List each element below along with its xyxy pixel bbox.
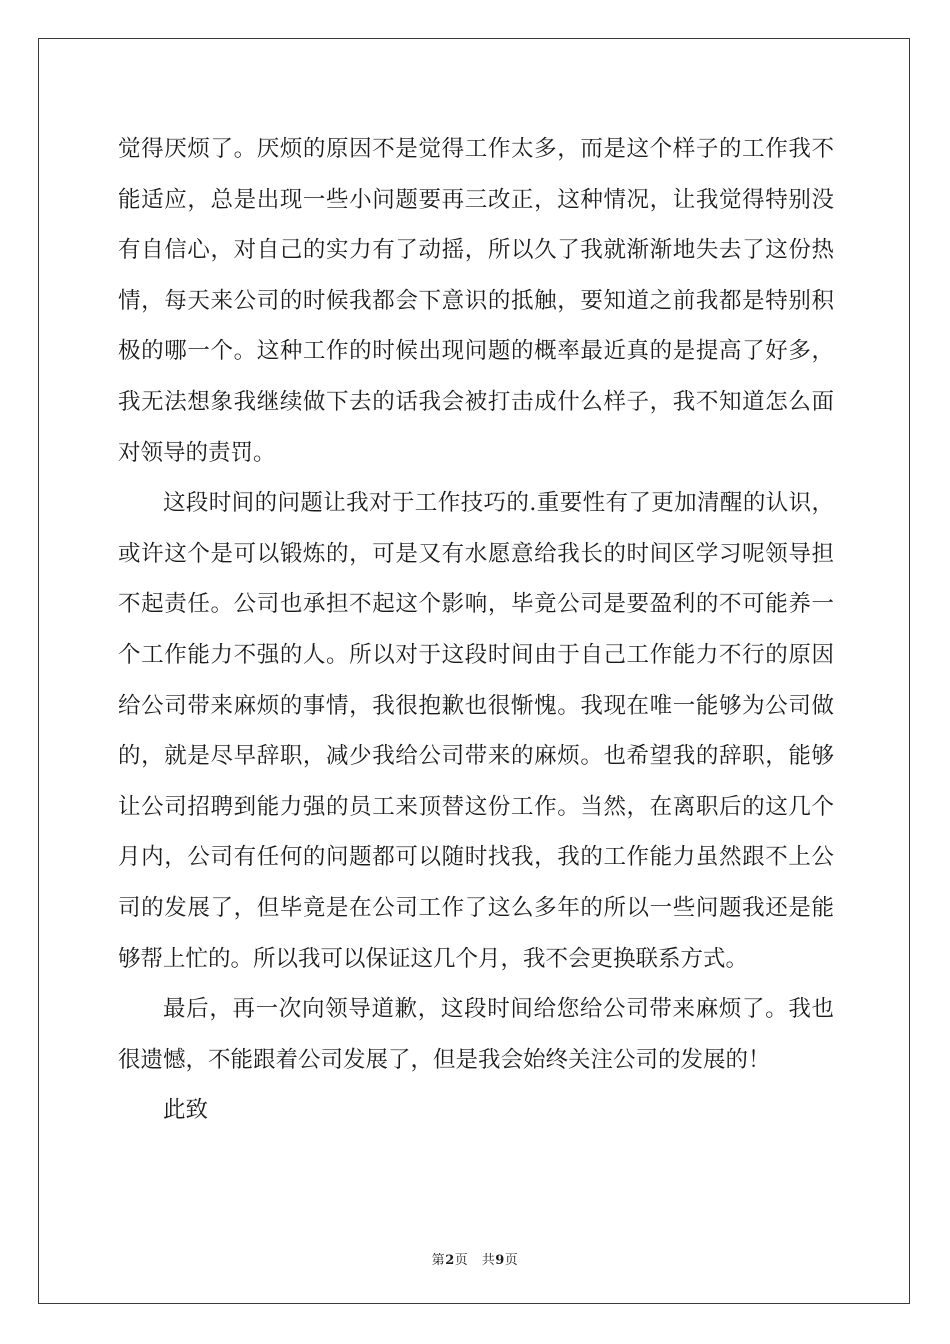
document-body	[118, 124, 834, 1136]
page-suffix: 页	[504, 1253, 519, 1268]
closing-salutation: 此致	[163, 1097, 209, 1124]
page-prefix: 第	[431, 1253, 446, 1268]
paragraph-skills: 这段时间的问题让我对于工作技巧的.重要性有了更加清醒的认识，或许这个是可以锻炼的，可是又有水愿意给我长的时间区学习呢领导担不起责任。公司也承担不起这个影响，毕竟公司是要盈利的不可能养一个工作能力不强的人。所以对于这段时间由于自己工作能力不行的原因给公司带来麻烦的事情，我很抱歉也很惭愧。我现在唯一能够为公司做的，就是尽早辞职，减少我给公司带来的麻烦。也希望我的辞职，能够让公司招聘到能力强的员工来顶替这份工作。当然，在离职后的这几个月内，公司有任何的问题都可以随时找我，我的工作能力虽然跟不上公司的发展了，但毕竟是在公司工作了这么多年的所以一些问题我还是能够帮上忙的。所以我可以保证这几个月，我不会更换联系方式。	[118, 490, 834, 972]
page-number-footer	[0, 1249, 950, 1268]
total-page-number: 9	[495, 1253, 505, 1268]
paragraph-continued: 觉得厌烦了。厌烦的原因不是觉得工作太多，而是这个样子的工作我不能适应，总是出现一些小问题要再三改正，这种情况，让我觉得特别没有自信心，对自己的实力有了动摇，所以久了我就渐渐地失去了这份热情，每天来公司的时候我都会下意识的抵触，要知道之前我都是特别积极的哪一个。这种工作的时候出现问题的概率最近真的是提高了好多，我无法想象我继续做下去的话我会被打击成什么样子，我不知道怎么面对领导的责罚。	[118, 136, 834, 466]
paragraph-apology: 最后，再一次向领导道歉，这段时间给您给公司带来麻烦了。我也很遗憾，不能跟着公司发展了，但是我会始终关注公司的发展的！	[118, 996, 834, 1073]
current-page-number: 2	[445, 1253, 455, 1268]
page-middle: 页 共	[454, 1253, 496, 1268]
